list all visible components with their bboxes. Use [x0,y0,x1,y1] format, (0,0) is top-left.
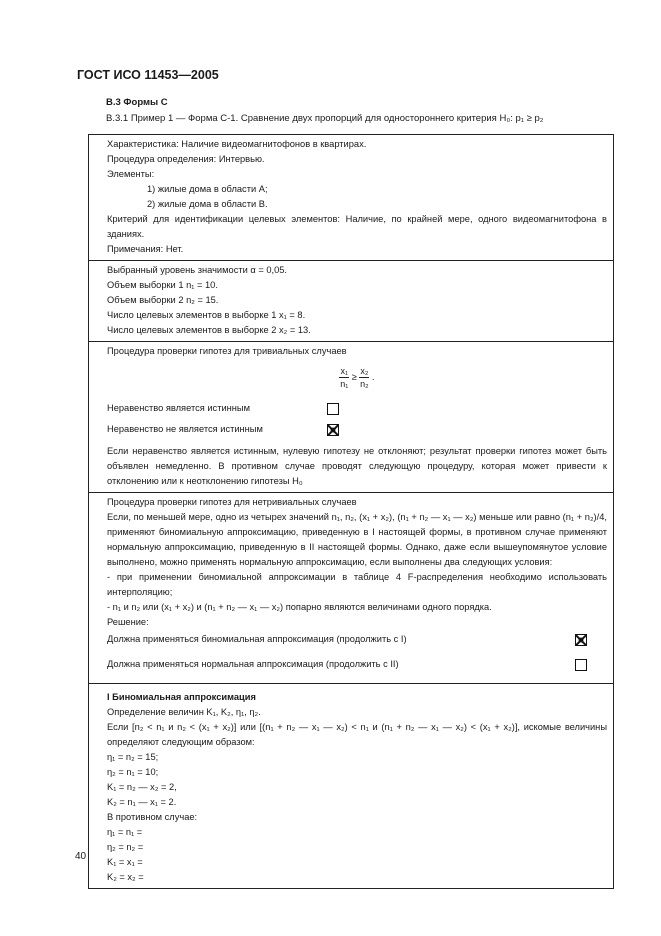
document-header: ГОСТ ИСО 11453—2005 [77,68,219,82]
fraction-left-num: x₁ [340,366,349,376]
option-false [107,419,607,440]
eq-alt-k1: K₁ = x₁ = [107,857,143,867]
option-true-label: Неравенство является истинным [107,403,250,413]
nontrivial-cond-1: - при применении биномиальной аппроксимации в таблице 4 F-распределения необходимо использовать интерполяцию; [107,572,607,597]
fraction-right-num: x₂ [360,366,369,376]
alpha-line: Выбранный уровень значимости α = 0,05. [107,265,288,275]
procedure-line: Процедура определения: Интервью. [107,154,265,164]
criterion-line: Критерий для идентификации целевых элементов: Наличие, по крайней мере, одного видеомагнитофона в зданиях. [107,214,607,239]
element-1: 1) жилые дома в области А; [147,184,268,194]
eq-alt-k2: K₂ = x₂ = [107,872,144,882]
nontrivial-cond-2: - n₁ и n₂ или (x₁ + x₂) и (n₁ + n₂ — x₁ — x₂) попарно являются величинами одного порядка. [107,602,492,612]
block-parameters [89,261,613,342]
x2-line: Число целевых элементов в выборке 2 x₂ = 13. [107,325,311,335]
eq-alt-eta2: η₂ = n₂ = [107,842,144,852]
binomial-title: I Биномиальная аппроксимация [107,692,256,702]
nontrivial-title: Процедура проверки гипотез для нетривиальных случаев [107,497,357,507]
otherwise-label: В противном случае: [107,812,198,822]
block-characteristic [89,135,613,261]
block-nontrivial [89,493,613,684]
option-normal [107,655,607,674]
option-normal-label: Должна применяться нормальная аппроксимация (продолжить с II) [107,659,399,669]
fraction-right-den: n₂ [360,379,369,389]
trivial-conclusion: Если неравенство является истинным, нулевую гипотезу не отклоняют; результат проверки гипотез может быть объявлен немедленно. В противном случае проводят следующую процедуру, которая может привести к отклонению или к неотклонению гипотезы H₀ [107,446,607,486]
option-binomial-label: Должна применяться биномиальная аппроксимация (продолжить с I) [107,634,407,644]
trivial-title: Процедура проверки гипотез для тривиальных случаев [107,346,347,356]
eq-eta1: η₁ = n₂ = 15; [107,752,159,762]
fraction-left [339,365,349,390]
eq-eta2: η₂ = n₁ = 10; [107,767,159,777]
x1-line: Число целевых элементов в выборке 1 x₁ = 8. [107,310,306,320]
n2-line: Объем выборки 2 n₂ = 15. [107,295,219,305]
inequality: $\frac{\text{x₁}}{\text{n₁}}$ ≥ $\frac{\text{x₂}}{\text{n₂}}$ . [340,366,375,389]
checkbox-true[interactable] [327,403,339,415]
block-trivial [89,342,613,493]
element-2: 2) жилые дома в области В. [147,199,268,209]
checkbox-false-checked[interactable] [327,424,339,436]
eq-alt-eta1: η₁ = n₁ = [107,827,143,837]
notes-line: Примечания: Нет. [107,244,184,254]
checkbox-normal[interactable] [575,659,587,671]
elements-label: Элементы: [107,169,155,179]
option-true [107,398,607,419]
section-title: В.3 Формы С [106,97,168,108]
block-binomial [89,684,613,888]
n1-line: Объем выборки 1 n₁ = 10. [107,280,218,290]
form-table [88,134,614,889]
characteristic-line: Характеристика: Наличие видеомагнитофонов в квартирах. [107,139,367,149]
fraction-right [359,365,369,390]
relation-sign: ≥ [351,371,357,382]
fraction-left-den: n₁ [340,379,349,389]
subsection-title: В.3.1 Пример 1 — Форма С-1. Сравнение двух пропорций для одностороннего критерия H₀: p₁ ≥ p₂ [106,113,544,124]
option-binomial [107,630,607,649]
binomial-definition: Определение величин K₁, K₂, η₁, η₂. [107,707,261,717]
eq-k2: K₂ = n₁ — x₁ = 2. [107,797,177,807]
binomial-condition: Если [n₂ < n₁ и n₂ < (x₁ + x₂)] или [(n₁ + n₂ — x₁ — x₂) < n₁ и (n₁ + n₂ — x₁ — x₂) < (x₁ + x₂)], искомые величины определяют следующим образом: [107,722,607,747]
nontrivial-para: Если, по меньшей мере, одно из четырех значений n₁, n₂, (x₁ + x₂), (n₁ + n₂ — x₁ — x₂) меньше или равно (n₁ + n₂)/4, применяют биномиальную аппроксимацию, приведенную в I настоящей формы, в противном случае применяют нормальную аппроксимацию, приведенную в II настоящей формы. Однако, даже если вышеупомянутое условие выполнено, можно применять нормальную аппроксимацию, если выполнены два следующих условия: [107,512,607,567]
decision-label: Решение: [107,617,149,627]
checkbox-binomial-checked[interactable] [575,634,587,646]
page-number: 40 [75,851,87,862]
eq-k1: K₁ = n₂ — x₂ = 2, [107,782,177,792]
option-false-label: Неравенство не является истинным [107,424,263,434]
